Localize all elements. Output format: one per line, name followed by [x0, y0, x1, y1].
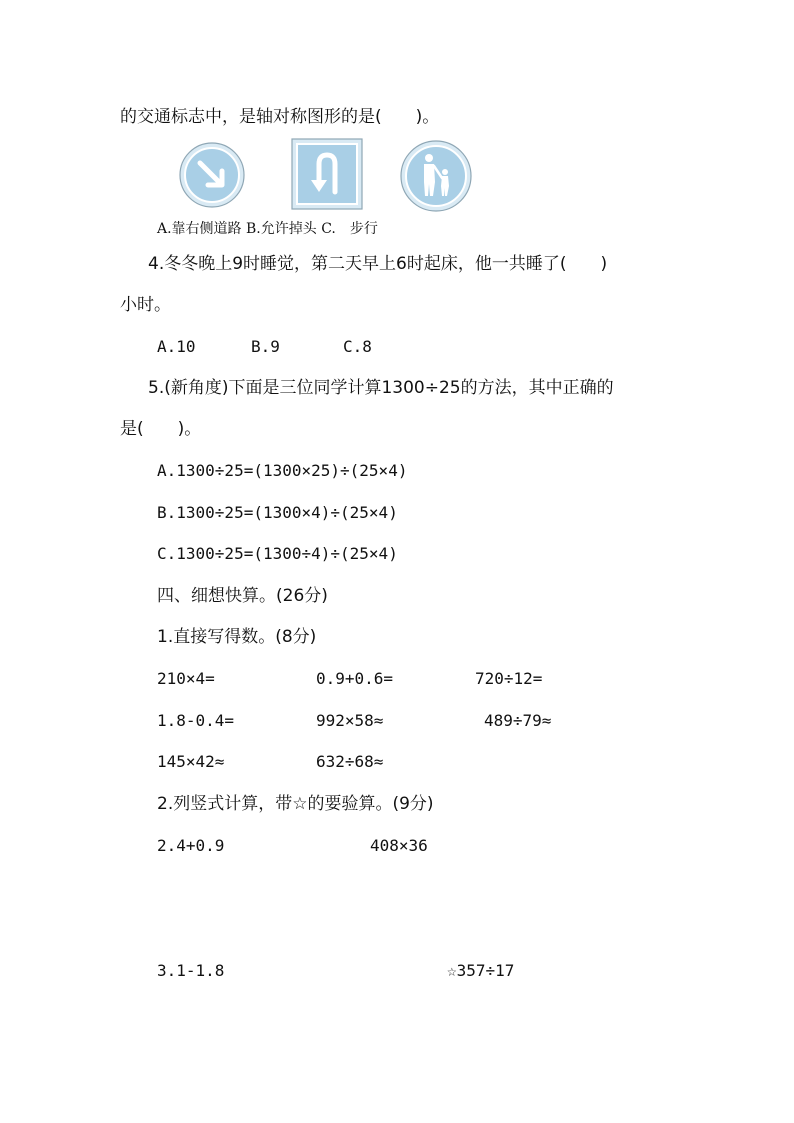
question-3-options: A.靠右侧道路 B.允许掉头 C. 步行: [157, 221, 378, 237]
option-a: A.10: [157, 337, 196, 356]
option-c: C.1300÷25=(1300÷4)÷(25×4): [157, 544, 398, 563]
vertical-calc-item: 408×36: [370, 836, 428, 855]
part-2-title: 2.列竖式计算，带☆的要验算。(9分): [157, 794, 434, 814]
question-3-stem: 的交通标志中，是轴对称图形的是( )。: [120, 107, 440, 127]
calc-item: 1.8-0.4=: [157, 711, 235, 730]
calc-item: 0.9+0.6=: [316, 669, 394, 688]
option-b: B.1300÷25=(1300×4)÷(25×4): [157, 503, 398, 522]
vertical-calc-item-verify: ☆357÷17: [447, 961, 515, 980]
calc-item: 632÷68≈: [316, 752, 384, 771]
question-5-stem-cont: 是( )。: [120, 419, 202, 439]
question-4-stem: 4.冬冬晚上9时睡觉，第二天早上6时起床，他一共睡了( ): [148, 254, 608, 274]
calc-item: 210×4=: [157, 669, 215, 688]
section-4-title: 四、细想快算。(26分): [157, 586, 328, 606]
option-b: B.9: [251, 337, 280, 356]
vertical-calc-item: 3.1-1.8: [157, 961, 225, 980]
question-5-stem: 5.(新角度)下面是三位同学计算1300÷25的方法，其中正确的: [148, 378, 614, 398]
calc-item: 145×42≈: [157, 752, 225, 771]
calc-item: 720÷12=: [475, 669, 543, 688]
option-c: C.8: [343, 337, 372, 356]
question-4-stem-cont: 小时。: [120, 295, 171, 315]
part-1-title: 1.直接写得数。(8分): [157, 627, 317, 647]
calc-item: 489÷79≈: [484, 711, 552, 730]
u-turn-sign-icon: [291, 138, 363, 210]
calc-item: 992×58≈: [316, 711, 384, 730]
vertical-calc-item: 2.4+0.9: [157, 836, 225, 855]
option-a: A.1300÷25=(1300×25)÷(25×4): [157, 461, 408, 480]
pedestrian-sign-icon: [399, 140, 473, 212]
keep-right-arrow-sign-icon: [178, 141, 246, 209]
